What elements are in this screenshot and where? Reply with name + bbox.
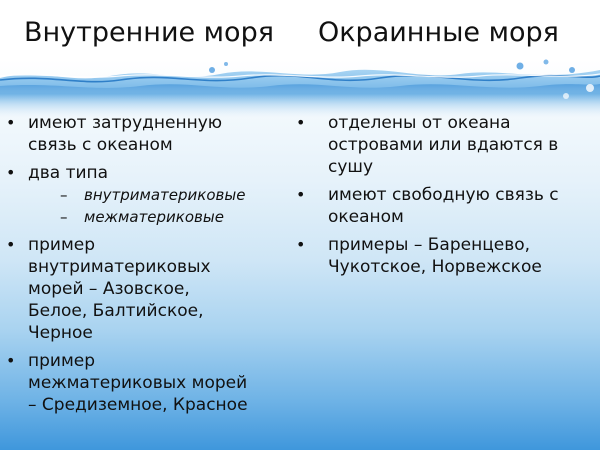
slide-header xyxy=(0,0,600,62)
heading-inner-seas: Внутренние моря xyxy=(24,17,274,48)
marginal-seas-column xyxy=(292,112,592,284)
bullet-icon: • xyxy=(6,235,16,254)
list-item: • два типа – внутриматериковые – межматериковые xyxy=(0,162,300,228)
bullet-icon: • xyxy=(296,235,306,254)
heading-marginal-seas: Окраинные моря xyxy=(318,17,559,48)
sub-list-item: – межматериковые xyxy=(60,208,224,226)
list-item: • имеют свободную связь с океаном xyxy=(296,185,559,227)
dash-icon: – xyxy=(60,186,68,204)
bullet-icon: • xyxy=(6,113,16,132)
list-item: • пример внутриматериковых морей – Азовское, Белое, Балтийское, Черное xyxy=(6,235,211,343)
list-item: • имеют затрудненную связь с океаном xyxy=(6,113,223,155)
bullet-icon: • xyxy=(296,113,306,132)
bullet-icon: • xyxy=(296,185,306,204)
list-item: • пример межматериковых морей – Средиземное, Красное xyxy=(6,351,248,415)
inner-seas-column xyxy=(0,112,300,422)
sub-list-item: – внутриматериковые xyxy=(60,186,246,204)
water-wave-decoration xyxy=(0,56,600,118)
bullet-icon: • xyxy=(6,351,16,370)
list-item: • отделены от океана островами или вдаются в сушу xyxy=(296,113,559,177)
bullet-icon: • xyxy=(6,163,16,182)
list-item: • примеры – Баренцево, Чукотское, Норвежское xyxy=(296,235,542,277)
dash-icon: – xyxy=(60,208,68,226)
sub-list xyxy=(28,184,300,228)
